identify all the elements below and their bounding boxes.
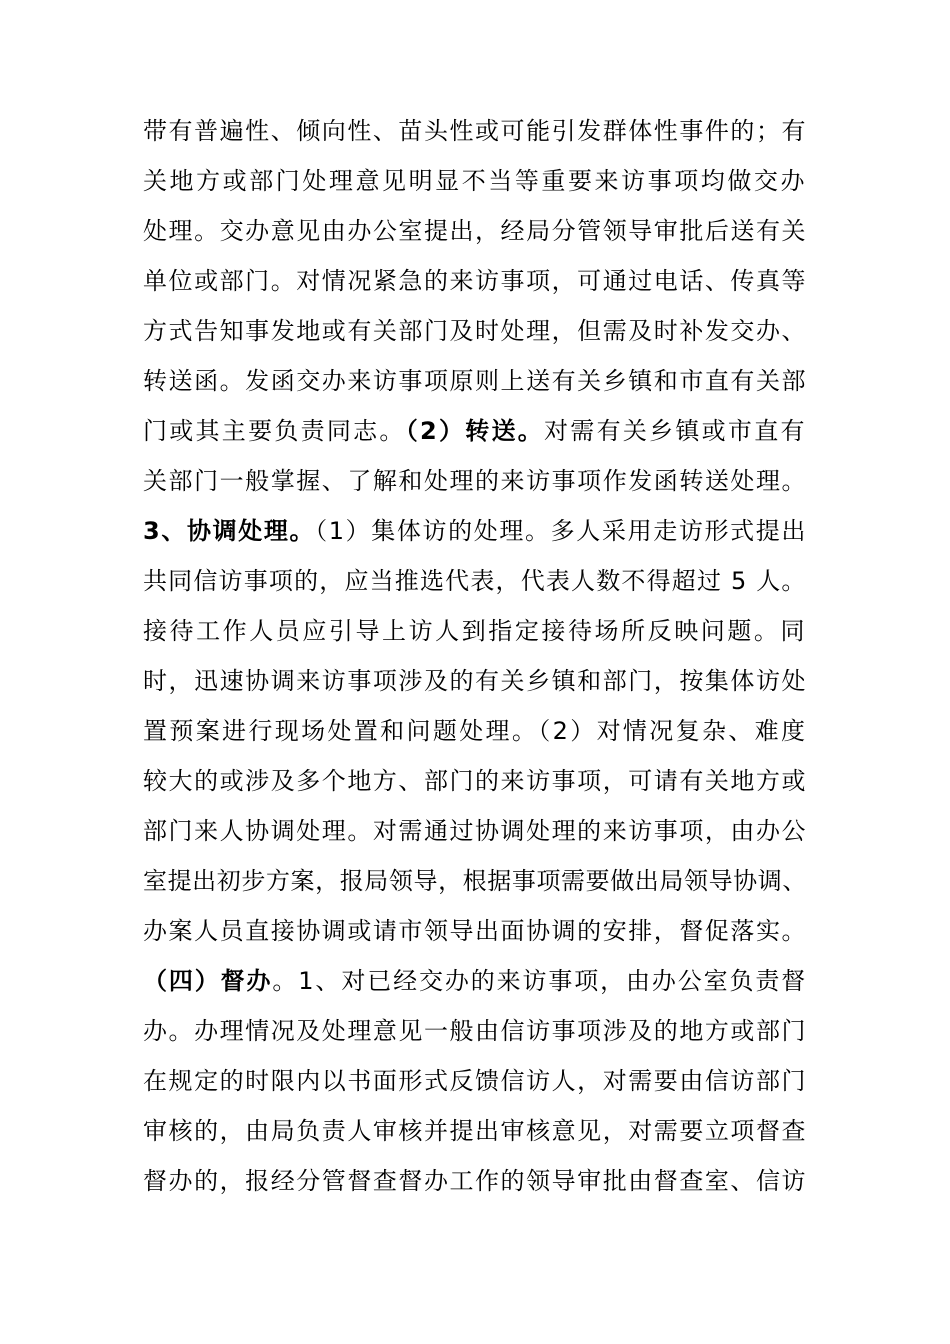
text-run: 督办的，报经分管督查督办工作的领导审批由督查室、信访 — [143, 1167, 808, 1195]
text-run: 带有普遍性、倾向性、苗头性或可能引发群体性事件的；有 — [143, 117, 808, 145]
text-line — [143, 856, 815, 906]
text-line — [143, 306, 815, 356]
text-line — [143, 1006, 815, 1056]
text-run: 。1、对已经交办的来访事项，由办公室负责督 — [272, 967, 808, 995]
text-line — [143, 106, 815, 156]
text-line — [143, 1056, 815, 1106]
text-line — [143, 756, 815, 806]
text-line — [143, 806, 815, 856]
text-line — [143, 456, 815, 506]
bold-text-run: （四）督办 — [143, 967, 273, 995]
text-run: 审核的，由局负责人审核并提出审核意见，对需要立项督查 — [143, 1117, 808, 1145]
text-line — [143, 706, 815, 756]
text-run: 关地方或部门处理意见明显不当等重要来访事项均做交办 — [143, 167, 807, 195]
text-run: 置预案进行现场处置和问题处理。（2）对情况复杂、难度 — [143, 717, 808, 745]
text-line — [143, 906, 815, 956]
text-line — [143, 206, 815, 256]
body-text — [143, 106, 815, 1206]
text-run: 接待工作人员应引导上访人到指定接待场所反映问题。同 — [143, 617, 807, 645]
text-line — [143, 356, 815, 406]
text-run: 在规定的时限内以书面形式反馈信访人，对需要由信访部门 — [143, 1067, 808, 1095]
text-run: 较大的或涉及多个地方、部门的来访事项，可请有关地方或 — [143, 767, 808, 795]
text-run: 门或其主要负责同志。 — [143, 417, 406, 445]
text-run: 办案人员直接协调或请市领导出面协调的安排，督促落实。 — [143, 917, 808, 945]
text-run: 单位或部门。对情况紧急的来访事项，可通过电话、传真等 — [143, 267, 808, 295]
text-run: 方式告知事发地或有关部门及时处理，但需及时补发交办、 — [143, 317, 808, 345]
text-run: 时，迅速协调来访事项涉及的有关乡镇和部门，按集体访处 — [143, 667, 808, 695]
text-run: 共同信访事项的，应当推选代表，代表人数不得超过 5 人。 — [143, 567, 807, 595]
text-run: 部门来人协调处理。对需通过协调处理的来访事项，由办公 — [143, 817, 808, 845]
text-run: 关部门一般掌握、了解和处理的来访事项作发函转送处理。 — [143, 467, 808, 495]
text-line — [143, 506, 815, 556]
text-line — [143, 956, 815, 1006]
text-line — [143, 156, 815, 206]
text-line — [143, 656, 815, 706]
text-line — [143, 606, 815, 656]
text-line — [143, 256, 815, 306]
text-run: 室提出初步方案，报局领导，根据事项需要做出局领导协调、 — [143, 867, 807, 895]
text-line — [143, 406, 815, 456]
text-line — [143, 1106, 815, 1156]
text-run: （1）集体访的处理。多人采用走访形式提出 — [315, 517, 807, 545]
text-run: 办。办理情况及处理意见一般由信访事项涉及的地方或部门 — [143, 1017, 808, 1045]
text-line — [143, 556, 815, 606]
text-run: 转送函。发函交办来访事项原则上送有关乡镇和市直有关部 — [143, 367, 808, 395]
text-line — [143, 1156, 815, 1206]
bold-text-run: 3、协调处理。 — [143, 517, 316, 545]
bold-text-run: （2）转送。 — [405, 417, 545, 445]
text-run: 对需有关乡镇或市直有 — [544, 417, 807, 445]
text-run: 处理。交办意见由办公室提出，经局分管领导审批后送有关 — [143, 217, 808, 245]
